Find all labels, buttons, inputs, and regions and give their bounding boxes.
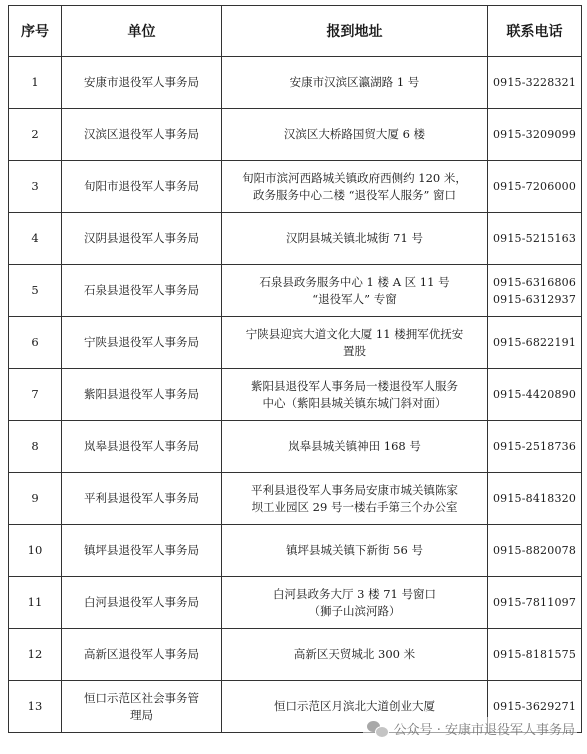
cell-address-line: 政务服务中心二楼 “退役军人服务” 窗口 [252, 187, 457, 202]
cell-unit [62, 109, 222, 161]
wechat-icon [367, 720, 389, 738]
table-row [9, 161, 582, 213]
cell-unit [62, 57, 222, 109]
cell-no: 11 [9, 577, 62, 629]
cell-address [222, 109, 488, 161]
cell-address [222, 57, 488, 109]
cell-address-line: 旬阳市滨河西路城关镇政府西侧约 120 米， [242, 170, 467, 185]
cell-unit-line: 汉滨区退役军人事务局 [84, 127, 199, 141]
cell-unit-line: 岚皋县退役军人事务局 [84, 439, 199, 453]
table-row [9, 473, 582, 525]
cell-unit-line: 石泉县退役军人事务局 [84, 283, 199, 297]
cell-address-line: 平利县退役军人事务局安康市城关镇陈家 [251, 482, 458, 497]
cell-address-line: 坝工业园区 29 号一楼右手第三个办公室 [251, 499, 458, 514]
cell-phone-line: 0915-7811097 [492, 596, 577, 609]
cell-phone [488, 213, 582, 265]
cell-no: 1 [9, 57, 62, 109]
cell-address-line: 白河县政务大厅 3 楼 71 号窗口 [272, 586, 437, 601]
wechat-watermark [363, 717, 577, 740]
cell-address-line: 紫阳县退役军人事务局一楼退役军人服务 [251, 378, 458, 393]
cell-phone [488, 161, 582, 213]
header-address: 报到地址 [222, 6, 488, 57]
cell-address [222, 577, 488, 629]
cell-unit-line: 恒口示范区社会事务管 [84, 690, 199, 705]
cell-address-line: 石泉县政务服务中心 1 楼 A 区 11 号 [259, 274, 450, 289]
cell-address [222, 473, 488, 525]
cell-phone-line: 0915-6822191 [492, 336, 577, 349]
cell-phone-line: 0915-2518736 [492, 440, 577, 453]
cell-address-line: “退役军人” 专窗 [312, 291, 397, 306]
registration-table-container [8, 5, 581, 733]
cell-no: 12 [9, 629, 62, 681]
cell-address [222, 629, 488, 681]
cell-phone-line: 0915-8820078 [492, 544, 577, 557]
header-no: 序号 [9, 6, 62, 57]
cell-address-line: 恒口示范区月滨北大道创业大厦 [274, 699, 435, 713]
cell-address [222, 317, 488, 369]
cell-no: 5 [9, 265, 62, 317]
table-row [9, 265, 582, 317]
cell-phone-line: 0915-8418320 [492, 492, 577, 505]
cell-unit [62, 421, 222, 473]
cell-no: 4 [9, 213, 62, 265]
cell-phone-line: 0915-8181575 [492, 648, 577, 661]
cell-unit-line: 宁陕县退役军人事务局 [84, 335, 199, 349]
cell-unit [62, 525, 222, 577]
cell-unit-line: 白河县退役军人事务局 [84, 595, 199, 609]
cell-unit [62, 265, 222, 317]
cell-no: 3 [9, 161, 62, 213]
cell-unit [62, 473, 222, 525]
cell-unit [62, 317, 222, 369]
cell-phone [488, 421, 582, 473]
cell-phone [488, 629, 582, 681]
cell-phone-line: 0915-3228321 [492, 76, 577, 89]
table-row [9, 525, 582, 577]
cell-phone-line: 0915-5215163 [492, 232, 577, 245]
table-row [9, 57, 582, 109]
cell-phone [488, 265, 582, 317]
cell-address-line: 安康市汉滨区瀛湖路 1 号 [289, 75, 420, 89]
cell-no: 9 [9, 473, 62, 525]
cell-phone [488, 369, 582, 421]
cell-phone-line: 0915-3209099 [492, 128, 577, 141]
table-row [9, 109, 582, 161]
cell-unit-line: 高新区退役军人事务局 [84, 647, 199, 661]
cell-unit-line: 汉阴县退役军人事务局 [84, 231, 199, 245]
cell-address-line: 置股 [343, 343, 366, 358]
cell-address-line: 中心（紫阳县城关镇东城门斜对面） [262, 395, 447, 410]
cell-phone [488, 473, 582, 525]
cell-no: 10 [9, 525, 62, 577]
cell-address-line: 汉滨区大桥路国贸大厦 6 楼 [283, 127, 426, 141]
cell-phone-line: 0915-3629271 [492, 700, 577, 713]
cell-no: 2 [9, 109, 62, 161]
cell-address [222, 525, 488, 577]
header-unit: 单位 [62, 6, 222, 57]
cell-phone [488, 577, 582, 629]
cell-no: 7 [9, 369, 62, 421]
cell-phone [488, 317, 582, 369]
cell-address-line: 汉阴县城关镇北城街 71 号 [286, 231, 423, 245]
cell-address [222, 421, 488, 473]
cell-unit-line: 理局 [130, 707, 153, 722]
table-row [9, 421, 582, 473]
cell-address-line: 镇坪县城关镇下新街 56 号 [286, 543, 423, 557]
cell-phone [488, 109, 582, 161]
cell-unit-line: 旬阳市退役军人事务局 [84, 179, 199, 193]
cell-address [222, 369, 488, 421]
cell-no: 6 [9, 317, 62, 369]
table-row [9, 317, 582, 369]
cell-phone-line: 0915-7206000 [492, 180, 577, 193]
cell-unit-line: 镇坪县退役军人事务局 [84, 543, 199, 557]
cell-phone-line: 0915-6312937 [492, 292, 577, 306]
table-body [9, 57, 582, 733]
cell-address-line: 宁陕县迎宾大道文化大厦 11 楼拥军优抚安 [245, 326, 464, 341]
cell-no: 13 [9, 681, 62, 733]
cell-phone [488, 57, 582, 109]
cell-unit [62, 681, 222, 733]
cell-no: 8 [9, 421, 62, 473]
cell-unit [62, 577, 222, 629]
cell-unit [62, 629, 222, 681]
table-row [9, 213, 582, 265]
cell-unit-line: 平利县退役军人事务局 [84, 491, 199, 505]
registration-table [8, 5, 582, 733]
cell-phone [488, 525, 582, 577]
cell-unit-line: 紫阳县退役军人事务局 [84, 387, 199, 401]
cell-address [222, 161, 488, 213]
cell-unit [62, 161, 222, 213]
table-row [9, 629, 582, 681]
cell-unit [62, 369, 222, 421]
cell-address [222, 213, 488, 265]
cell-unit [62, 213, 222, 265]
table-header-row [9, 6, 582, 57]
cell-address-line: 高新区天贸城北 300 米 [293, 647, 416, 661]
cell-unit-line: 安康市退役军人事务局 [84, 75, 199, 89]
cell-address-line: 岚皋县城关镇神田 168 号 [288, 439, 421, 453]
table-row [9, 369, 582, 421]
cell-phone-line: 0915-4420890 [492, 388, 577, 401]
cell-phone-line: 0915-6316806 [492, 275, 577, 289]
watermark-text: 公众号 · 安康市退役军人事务局 [393, 723, 575, 738]
table-row [9, 577, 582, 629]
cell-address-line: （狮子山滨河路） [308, 603, 401, 618]
header-phone: 联系电话 [488, 6, 582, 57]
cell-address [222, 265, 488, 317]
